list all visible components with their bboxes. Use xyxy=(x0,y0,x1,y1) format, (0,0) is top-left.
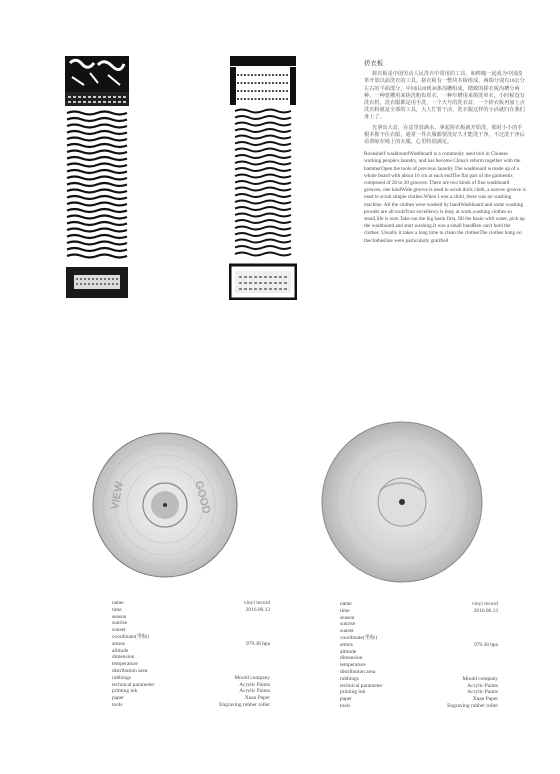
spec-key: technical parameter xyxy=(112,681,155,688)
spec-key: distribution area xyxy=(112,667,148,674)
spec-key: time xyxy=(112,606,122,613)
spec-row xyxy=(112,648,270,655)
spec-key: time xyxy=(340,607,350,614)
spec-key: temperature xyxy=(112,661,138,668)
spec-key: name xyxy=(340,601,352,607)
spec-key: dimension xyxy=(340,655,363,662)
spec-row xyxy=(340,628,498,635)
spec-key: sunrise xyxy=(112,620,128,627)
spec-key: rubbings xyxy=(112,674,131,681)
description-title: 搓衣板 xyxy=(364,60,384,67)
washboard-back-print xyxy=(229,55,297,300)
spec-key: technical parameter xyxy=(340,682,383,689)
spec-key: paper xyxy=(340,696,352,703)
spec-row xyxy=(340,608,498,615)
spec-key: altitude xyxy=(112,647,129,654)
spec-row xyxy=(112,682,270,689)
spec-value: Acrylic Paints xyxy=(467,682,498,689)
spec-value: Mould company xyxy=(462,675,498,682)
spec-value: 2016.06.13 xyxy=(245,606,270,613)
spec-key: printing ink xyxy=(112,688,138,695)
spec-row xyxy=(112,641,270,648)
spec-value: Acrylic Paints xyxy=(467,689,498,696)
spec-row xyxy=(340,683,498,690)
svg-text:VIEW: VIEW xyxy=(109,480,126,511)
spec-key: coordinate(坐标) xyxy=(340,634,378,641)
english-paragraph: Bookshelf washboardWashboard is a commonly used tool in Chinese working people's laundry, and has become China's reform together with the hammerOpen the tools of previous laundry The washboard is made up of a whole board with about 16 cm at each endThe flat part of the garmentis composed of 20 to 30 grooves. There are two kinds of fine washboard grooves, one kindWide groove is used to scrub thick cloth, a narrow groove is used to scrub simple clothes.When I was a child, there was no washing machine. All the clothes were washed by handWashboard and some washing powder are all toolsYour excellency is busy at work,washing clothes so small,life is ours.Take out the big basin first, fill the basin with water, pick up the washboard and start washing.It was a small handBen can't hold the clothes. Usually it takes a long time to clean the clothesThe clothes hung on theclothesline were particularly gratified xyxy=(364,151,526,244)
spec-value: Mould company xyxy=(234,674,270,681)
spec-value: Xuan Paper xyxy=(244,695,270,702)
spec-row xyxy=(340,655,498,662)
spec-value: vinyl record xyxy=(243,600,270,606)
spec-table-left xyxy=(112,600,270,709)
spec-row xyxy=(340,621,498,628)
spec-value: Acrylic Paints xyxy=(239,681,270,688)
spec-row xyxy=(112,695,270,702)
spec-key: sunrise xyxy=(340,621,356,628)
spec-key: atmos xyxy=(340,641,353,648)
spec-key: tools xyxy=(340,702,351,709)
spec-key: printing ink xyxy=(340,689,366,696)
spec-row xyxy=(340,696,498,703)
spec-value: 979.38 hpa xyxy=(474,641,498,648)
spec-row xyxy=(112,661,270,668)
spec-row xyxy=(112,620,270,627)
vinyl-record-print-left xyxy=(90,430,240,580)
washboard-front-bottom-band xyxy=(66,267,128,298)
spec-value: 2016.06.13 xyxy=(473,607,498,614)
spec-value: Acrylic Paints xyxy=(239,688,270,695)
spec-row xyxy=(340,601,498,608)
spec-row xyxy=(340,676,498,683)
spec-value: Engraving rubber roller xyxy=(219,701,270,708)
spec-row xyxy=(112,668,270,675)
spec-value: vinyl record xyxy=(471,601,498,607)
description-text-block xyxy=(364,60,526,248)
spec-row xyxy=(340,649,498,656)
spec-key: name xyxy=(112,600,124,606)
spec-key: temperature xyxy=(340,662,366,669)
spec-row xyxy=(112,702,270,709)
spec-value: Engraving rubber roller xyxy=(447,702,498,709)
chinese-paragraph: 搓衣板是中国劳动人民洗衣中常用的工具，和棒槌一起成为中国改革开放以前洗衣的工具。搓衣板有一整块木板组成，两端分别有16公分左右的平面部分，中间由20到30条沟槽组成，精致的搓衣板沟槽分两种，一种宽槽用来搓洗粗布厚衣，一种窄槽用来搓洗单衣。小时候没有洗衣机，洗衣服都是用手洗，一个大号的洗衣盆，一个搓衣板再加上点洗衣粉就是全部的工具，大人忙着干活，洗衣服这样的小活就归在我们身上了。 xyxy=(364,71,525,121)
spec-row xyxy=(112,614,270,621)
spec-row xyxy=(340,703,498,710)
vinyl-record-print-right xyxy=(320,420,485,585)
washboard-front-print xyxy=(64,55,130,300)
spec-row xyxy=(340,615,498,622)
spec-row xyxy=(340,689,498,696)
spec-key: sunset xyxy=(340,628,354,635)
spec-value: 979.38 hpa xyxy=(246,640,270,647)
spec-row xyxy=(112,634,270,641)
spec-row xyxy=(340,662,498,669)
spec-row xyxy=(112,600,270,607)
spec-key: paper xyxy=(112,695,124,702)
spec-table-right xyxy=(340,601,498,710)
spec-key: season xyxy=(340,614,355,621)
chinese-paragraph: 先拿出大盆，在盆里放满水，拿起搓衣板就开始洗，那时小小的手根本握不住衣服，通常一件衣服都要洗好久才能洗干净，不过洗干净后看着晾在绳上的衣服，心里特别满足。 xyxy=(364,124,525,146)
spec-key: rubbings xyxy=(340,675,359,682)
spec-row xyxy=(112,688,270,695)
spec-key: distribution area xyxy=(340,668,376,675)
spec-row xyxy=(112,675,270,682)
spec-key: dimension xyxy=(112,654,135,661)
spec-value: Xuan Paper xyxy=(472,696,498,703)
spec-row xyxy=(340,669,498,676)
svg-text:GOOD: GOOD xyxy=(192,479,213,516)
spec-row xyxy=(340,635,498,642)
spec-key: tools xyxy=(112,701,123,708)
spec-key: atmos xyxy=(112,640,125,647)
spec-row xyxy=(112,607,270,614)
spec-row xyxy=(112,627,270,634)
spec-key: coordinate(坐标) xyxy=(112,633,150,640)
spec-row xyxy=(340,642,498,649)
spec-key: season xyxy=(112,613,127,620)
spec-row xyxy=(112,654,270,661)
spec-key: sunset xyxy=(112,627,126,634)
spec-key: altitude xyxy=(340,648,357,655)
washboard-front-top-band xyxy=(65,56,129,106)
